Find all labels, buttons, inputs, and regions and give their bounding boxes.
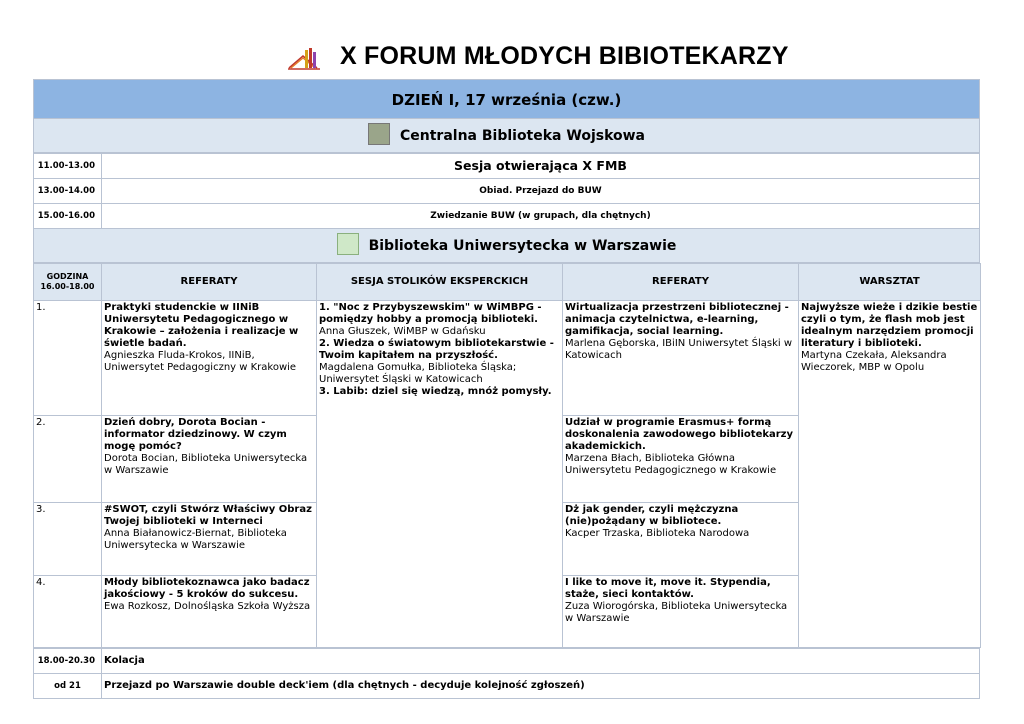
talk-cell: Dż jak gender, czyli mężczyzna (nie)pożądany w bibliotece. Kacper Trzaska, Biblioteka Narodowa: [563, 503, 799, 576]
event-cell: Przejazd po Warszawie double deck'iem (dla chętnych - decyduje kolejność zgłoszeń): [102, 674, 980, 699]
talk-cell: Wirtualizacja przestrzeni bibliotecznej - animacja czytelnictwa, e-learning, gamifikacja, social learning. Marlena Gęborska, IBiIN Uniwersytet Śląski w Katowicach: [563, 301, 799, 416]
day-header: DZIEŃ I, 17 września (czw.): [33, 79, 980, 119]
schedule-row: [34, 154, 980, 179]
sessions-header-row: [34, 264, 981, 301]
page-title: X FORUM MŁODYCH BIBIOTEKARZY: [340, 42, 789, 70]
venue-name: Biblioteka Uniwersytecka w Warszawie: [368, 238, 677, 254]
time-cell: 13.00-14.00: [34, 179, 102, 204]
event-cell: Sesja otwierająca X FMB: [102, 154, 980, 179]
schedule-top-table: [33, 153, 980, 229]
schedule-bottom-table: [33, 648, 980, 699]
talk-cell: Dzień dobry, Dorota Bocian - informator dziedzinowy. W czym mogę pomóc? Dorota Bocian, Biblioteka Uniwersytecka w Warszawie: [102, 416, 317, 503]
col-header-referaty: REFERATY: [102, 264, 317, 301]
buw-building-icon: [337, 233, 359, 255]
schedule-row: [34, 204, 980, 229]
time-cell: 15.00-16.00: [34, 204, 102, 229]
venue-header-cbw: [33, 119, 980, 153]
col-header-referaty: REFERATY: [563, 264, 799, 301]
talk-cell: Udział w programie Erasmus+ formą doskonalenia zawodowego bibliotekarzy akademickich. Marzena Błach, Biblioteka Główna Uniwersytetu Pedagogicznego w Krakowie: [563, 416, 799, 503]
venue-name: Centralna Biblioteka Wojskowa: [399, 128, 646, 144]
row-number: 2.: [34, 416, 102, 503]
row-number: 1.: [34, 301, 102, 416]
talk-cell: Praktyki studenckie w IINiB Uniwersytetu Pedagogicznego w Krakowie – założenia i realizacje w świetle badań. Agnieszka Fluda-Krokos, IINiB, Uniwersytet Pedagogiczny w Krakowie: [102, 301, 317, 416]
talk-cell: #SWOT, czyli Stwórz Właściwy Obraz Twojej biblioteki w Interneci Anna Białanowicz-Biernat, Biblioteka Uniwersytecka w Warszawie: [102, 503, 317, 576]
expert-session-cell: 1. "Noc z Przybyszewskim" w WiMBPG - pomiędzy hobby a promocją biblioteki. Anna Głuszek, WiMBP w Gdańsku 2. Wiedza o światowym bibliotekarstwie - Twoim kapitałem na przyszłość. Magdalena Gomułka, Biblioteka Śląska; Uniwersytet Śląski w Katowicach 3. Labib: dziel się wiedzą, mnóż pomysły.: [317, 301, 563, 648]
workshop-cell: Najwyższe wieże i dzikie bestie czyli o tym, że flash mob jest idealnym narzędziem promocji literatury i biblioteki. Martyna Czekała, Aleksandra Wieczorek, MBP w Opolu: [799, 301, 981, 648]
sessions-table: [33, 263, 981, 648]
row-number: 4.: [34, 576, 102, 648]
venue-header-buw: [33, 229, 980, 263]
event-cell: Zwiedzanie BUW (w grupach, dla chętnych): [102, 204, 980, 229]
col-header-workshop: WARSZTAT: [799, 264, 981, 301]
session-row: [34, 301, 981, 416]
books-logo-icon: [287, 46, 321, 72]
event-cell: Kolacja: [102, 649, 980, 674]
schedule-row: [34, 179, 980, 204]
talk-cell: I like to move it, move it. Stypendia, staże, sieci kontaktów. Zuza Wiorogórska, Biblioteka Uniwersytecka w Warszawie: [563, 576, 799, 648]
schedule-row: [34, 674, 980, 699]
talk-cell: Młody bibliotekoznawca jako badacz jakościowy - 5 kroków do sukcesu. Ewa Rozkosz, Dolnośląska Szkoła Wyższa: [102, 576, 317, 648]
time-cell: 18.00-20.30: [34, 649, 102, 674]
time-cell: 11.00-13.00: [34, 154, 102, 179]
event-cell: Obiad. Przejazd do BUW: [102, 179, 980, 204]
time-header: GODZINA 16.00-18.00: [34, 264, 102, 301]
row-number: 3.: [34, 503, 102, 576]
schedule-row: [34, 649, 980, 674]
col-header-expert-session: SESJA STOLIKÓW EKSPERCKICH: [317, 264, 563, 301]
schedule-sheet: [33, 79, 980, 699]
time-cell: od 21: [34, 674, 102, 699]
page-header: [0, 38, 1024, 82]
cbw-building-icon: [368, 123, 390, 145]
